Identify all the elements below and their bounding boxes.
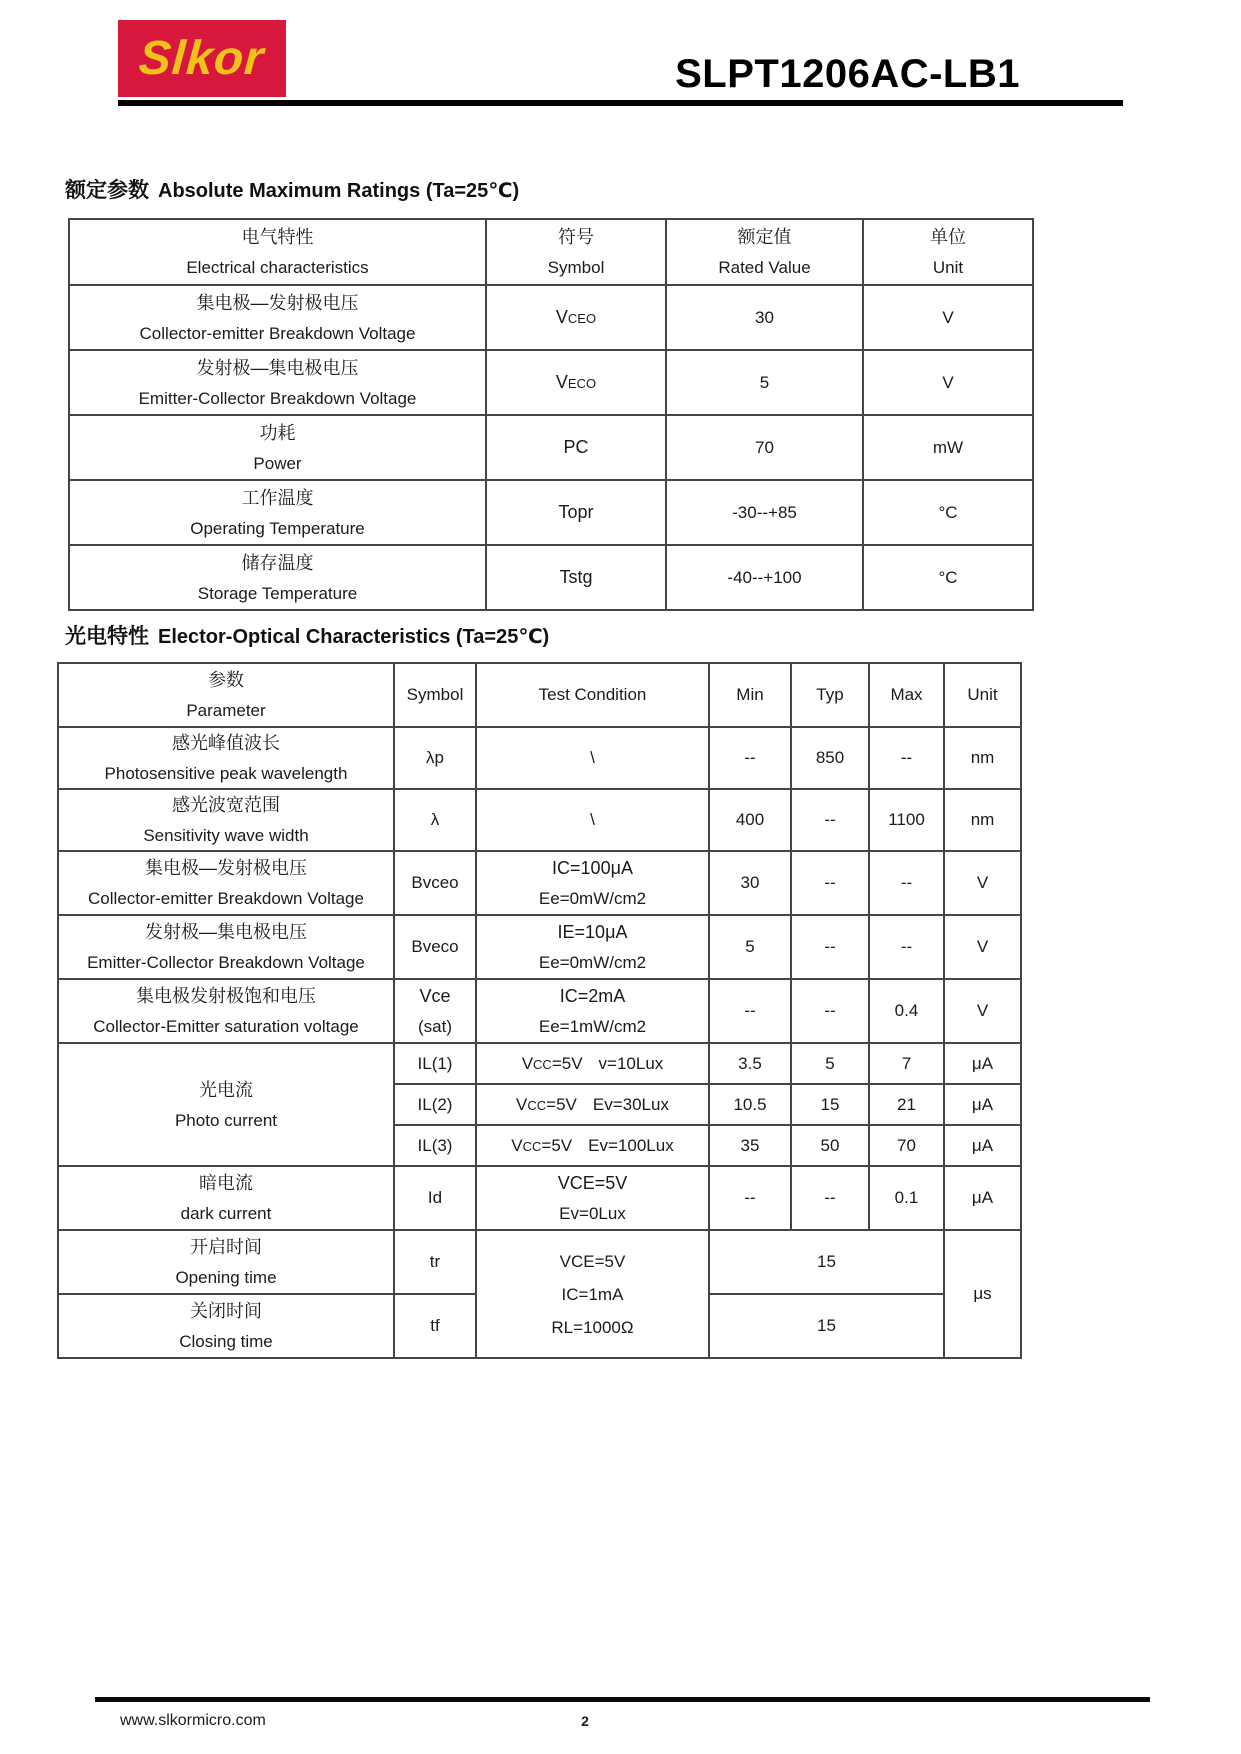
symbol-cell: PC [486,415,666,480]
symbol-cell: VECO [486,350,666,415]
table-header-row [58,663,1021,727]
value-cell: 5 [666,350,863,415]
section-title-en: Absolute Maximum Ratings (Ta=25℃) [158,180,520,202]
slkor-logo [118,20,286,97]
max-cell: 0.1 [869,1166,944,1230]
param-cell: 关闭时间 Closing time [58,1294,394,1358]
param-cell: 功耗 Power [69,415,486,480]
condition-cell: IE=10μA Ee=0mW/cm2 [476,915,709,979]
symbol-cell: Tstg [486,545,666,610]
param-cell: 感光波宽范围 Sensitivity wave width [58,789,394,851]
max-cell: 70 [869,1125,944,1166]
min-cell: 30 [709,851,791,915]
max-cell: 0.4 [869,979,944,1043]
table-row [58,979,1021,1043]
symbol-cell: IL(1) [394,1043,476,1084]
table-row [58,851,1021,915]
min-cell: 3.5 [709,1043,791,1084]
value-cell-fall-time: 15 [709,1294,944,1358]
condition-cell: IC=100μA Ee=0mW/cm2 [476,851,709,915]
electro-optical-characteristics-table [57,662,1022,1359]
absolute-maximum-ratings-table [68,218,1034,611]
unit-cell: V [944,915,1021,979]
param-cell: 暗电流 dark current [58,1166,394,1230]
min-cell: 35 [709,1125,791,1166]
param-cell-photo-current: 光电流 Photo current [58,1043,394,1166]
symbol-cell: IL(2) [394,1084,476,1125]
unit-cell: μA [944,1084,1021,1125]
typ-cell: 15 [791,1084,869,1125]
param-cell: 发射极—集电极电压 Emitter-Collector Breakdown Voltage [58,915,394,979]
header-rated-value: 额定值 Rated Value [666,219,863,285]
table-row [58,1166,1021,1230]
footer-page-number: 2 [581,1713,589,1729]
typ-cell: -- [791,1166,869,1230]
unit-cell: μA [944,1043,1021,1084]
max-cell: 21 [869,1084,944,1125]
symbol-cell: Topr [486,480,666,545]
section-title-electro-optical-characteristics [65,620,549,650]
unit-cell: V [863,350,1033,415]
param-cell: 集电极—发射极电压 Collector-emitter Breakdown Voltage [69,285,486,350]
unit-cell: nm [944,727,1021,789]
condition-cell: VCC=5V Ev=30Lux [476,1084,709,1125]
table-row [58,727,1021,789]
table-row [69,480,1033,545]
header-typ: Typ [791,663,869,727]
symbol-cell: λ [394,789,476,851]
header-rule [118,100,1123,106]
param-cell: 感光峰值波长 Photosensitive peak wavelength [58,727,394,789]
unit-cell: V [944,979,1021,1043]
min-cell: -- [709,979,791,1043]
header-max: Max [869,663,944,727]
header-symbol: Symbol [394,663,476,727]
slkor-logo-text: Slkor [137,32,267,85]
symbol-cell: Vce (sat) [394,979,476,1043]
typ-cell: -- [791,789,869,851]
unit-cell: μA [944,1166,1021,1230]
header-unit: Unit [944,663,1021,727]
table-row [69,350,1033,415]
condition-cell: \ [476,727,709,789]
header-unit: 单位 Unit [863,219,1033,285]
value-cell: -30--+85 [666,480,863,545]
unit-cell: °C [863,545,1033,610]
unit-cell: V [944,851,1021,915]
table-row [58,789,1021,851]
table-row [58,1043,1021,1084]
condition-cell: VCC=5V Ev=100Lux [476,1125,709,1166]
value-cell: 30 [666,285,863,350]
unit-cell: μA [944,1125,1021,1166]
param-cell: 储存温度 Storage Temperature [69,545,486,610]
header-min: Min [709,663,791,727]
condition-cell-time: VCE=5V IC=1mA RL=1000Ω [476,1230,709,1358]
symbol-cell: Bvceo [394,851,476,915]
table-row [69,545,1033,610]
param-cell: 开启时间 Opening time [58,1230,394,1294]
max-cell: -- [869,915,944,979]
section-title-cn: 额定参数 [65,179,149,202]
min-cell: -- [709,1166,791,1230]
section-title-cn: 光电特性 [65,625,149,648]
symbol-cell: Bveco [394,915,476,979]
symbol-cell: λp [394,727,476,789]
symbol-cell: IL(3) [394,1125,476,1166]
symbol-cell: Id [394,1166,476,1230]
footer-rule [95,1697,1150,1702]
value-cell-rise-time: 15 [709,1230,944,1294]
table-row [69,415,1033,480]
param-cell: 工作温度 Operating Temperature [69,480,486,545]
max-cell: -- [869,727,944,789]
value-cell: 70 [666,415,863,480]
header-test-condition: Test Condition [476,663,709,727]
unit-cell-time: μs [944,1230,1021,1358]
max-cell: 7 [869,1043,944,1084]
max-cell: -- [869,851,944,915]
min-cell: 400 [709,789,791,851]
table-row [58,915,1021,979]
unit-cell: °C [863,480,1033,545]
typ-cell: 850 [791,727,869,789]
header-parameter: 参数 Parameter [58,663,394,727]
footer-website: www.slkormicro.com [120,1712,266,1729]
table-row [58,1230,1021,1294]
condition-cell: \ [476,789,709,851]
typ-cell: -- [791,851,869,915]
table-header-row [69,219,1033,285]
min-cell: 5 [709,915,791,979]
symbol-cell: tf [394,1294,476,1358]
header-characteristics: 电气特性 Electrical characteristics [69,219,486,285]
section-title-absolute-maximum-ratings [65,174,519,204]
condition-cell: VCC=5V v=10Lux [476,1043,709,1084]
value-cell: -40--+100 [666,545,863,610]
table-row [69,285,1033,350]
condition-cell: IC=2mA Ee=1mW/cm2 [476,979,709,1043]
typ-cell: -- [791,979,869,1043]
param-cell: 集电极—发射极电压 Collector-emitter Breakdown Voltage [58,851,394,915]
symbol-cell: VCEO [486,285,666,350]
max-cell: 1100 [869,789,944,851]
typ-cell: -- [791,915,869,979]
min-cell: -- [709,727,791,789]
page-title-part-number: SLPT1206AC-LB1 [675,52,1020,96]
header-symbol: 符号 Symbol [486,219,666,285]
unit-cell: nm [944,789,1021,851]
min-cell: 10.5 [709,1084,791,1125]
section-title-en: Elector-Optical Characteristics (Ta=25℃) [158,626,550,648]
condition-cell: VCE=5V Ev=0Lux [476,1166,709,1230]
unit-cell: mW [863,415,1033,480]
param-cell: 发射极—集电极电压 Emitter-Collector Breakdown Voltage [69,350,486,415]
unit-cell: V [863,285,1033,350]
typ-cell: 5 [791,1043,869,1084]
param-cell: 集电极发射极饱和电压 Collector-Emitter saturation voltage [58,979,394,1043]
typ-cell: 50 [791,1125,869,1166]
symbol-cell: tr [394,1230,476,1294]
